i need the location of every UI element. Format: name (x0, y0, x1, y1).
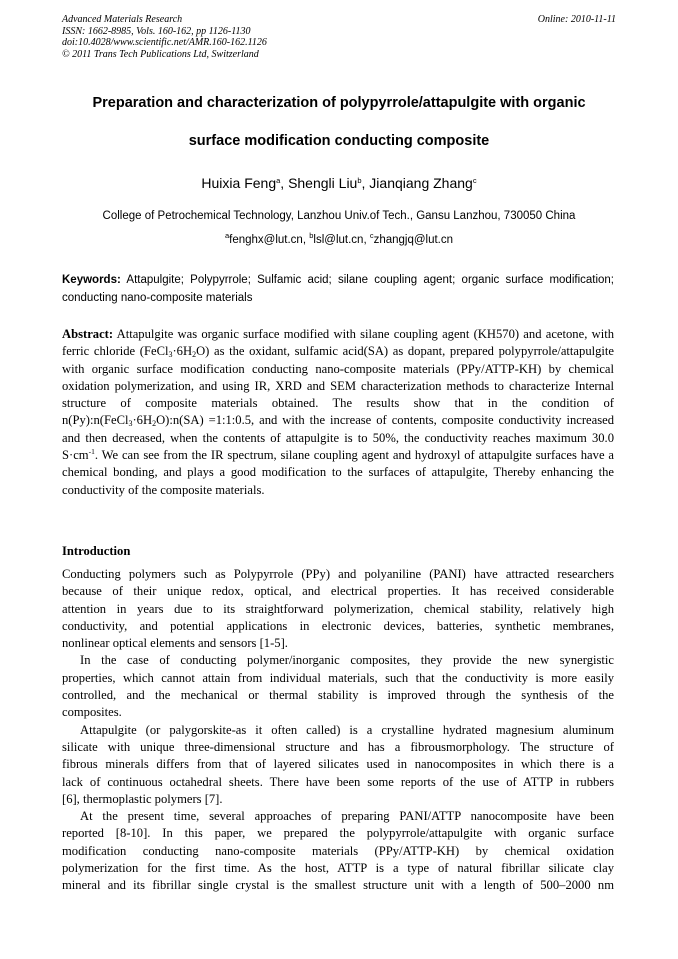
paragraph (62, 566, 614, 652)
text-line: In the case of conducting polymer/inorganic composites, they provide the new synergistic (80, 653, 614, 668)
paper-title-line-1: Preparation and characterization of polypyrrole/attapulgite with organic (92, 95, 586, 111)
text-line: nonlinear optical elements and sensors [1-5]. (62, 636, 288, 651)
author-affiliation-mark: a (276, 176, 281, 185)
abstract-text: O) as the oxidant, sulfamic acid(SA) as dopant, prepared polypyrrole/attapulgite with organic surface modification conducting nano-composite materials (PPy/ATTP-KH) by chemical oxidation polymerization, and using IR, XRD and SEM characterization methods to characterize Internal structure of composite materials obtained. The results show that in the condition of n(Py):n(FeCl (62, 344, 614, 428)
abstract-label: Abstract: (62, 327, 114, 341)
abstract-text: ·6H (132, 413, 153, 428)
text-line: properties, which cannot attain from individual materials, such that the conductivity is more easily (62, 670, 614, 685)
journal-header (62, 14, 616, 60)
text-line: At the present time, several approaches of preparing PANI/ATTP nanocomposite have been (80, 809, 614, 824)
abstract-section (62, 326, 614, 499)
email-list (0, 231, 678, 246)
abstract-text: . We can see from the IR spectrum, silane coupling agent and hydroxyl of attapulgite surfaces have a chemical bonding, and plays a good modification to the surfaces of attapulgite, Thereby enhancing the conductivity of the composite materials. (62, 448, 614, 497)
keywords-section (62, 271, 614, 307)
text-line: reported [8-10]. In this paper, we prepared the polypyrrole/attapulgite with organic surface (62, 826, 614, 841)
text-line: silicate with unique three-dimensional structure and has a fibrousmorphology. The structure of (62, 739, 614, 754)
abstract-text: Attapulgite was organic surface modified with silane coupling agent (KH570) and acetone, with ferric chloride (FeCl (62, 327, 614, 359)
author-affiliation-mark: b (357, 176, 362, 185)
affiliation: College of Petrochemical Technology, Lanzhou Univ.of Tech., Gansu Lanzhou, 730050 China (102, 210, 576, 222)
text-line: modification conducting nano-composite materials (PPy/ATTP-KH) by chemical oxidation (62, 843, 614, 858)
text-line: fibrous minerals differs from that of layered silicates used in nanocomposites in which there is a (62, 757, 614, 772)
text-line: lack of continuous octahedral sheets. There have been some reports of the use of ATTP in rubbers (62, 774, 614, 789)
paragraph (62, 808, 614, 894)
text-line: attention in years due to its straightforward polymerization, chemical stability, relatively high (62, 601, 614, 616)
superscript: -1 (88, 447, 95, 457)
keywords-label: Keywords: (62, 274, 121, 286)
journal-name: Advanced Materials Research (62, 14, 183, 25)
online-date: Online: 2010-11-11 (537, 14, 616, 25)
paper-title-line-2: surface modification conducting composite (188, 133, 490, 149)
copyright-line: © 2011 Trans Tech Publications Ltd, Switzerland (62, 48, 259, 60)
email-separator: , (363, 234, 370, 246)
text-line: Attapulgite (or palygorskite-as it often called) is a crystalline hydrated magnesium aluminum (80, 722, 614, 737)
email-mark: b (309, 231, 314, 240)
author-separator: , (361, 175, 370, 191)
author-list (0, 175, 678, 191)
text-line: mineral and its fibrillar single crystal is the smallest structure unit with a length of 500–2000 nm (62, 878, 614, 893)
keywords-text: Attapulgite; Polypyrrole; Sulfamic acid; silane coupling agent; organic surface modification; conducting nano-composite materials (62, 274, 615, 304)
text-line: because of their unique redox, optical, and electrical properties. It has received considerable (62, 584, 614, 599)
email-separator: , (302, 234, 310, 246)
paragraph (62, 652, 614, 721)
subscript: 3 (128, 419, 133, 429)
author-affiliation-mark: c (472, 176, 477, 185)
doi-line: doi:10.4028/www.scientific.net/AMR.160-162.1126 (62, 37, 267, 48)
author-separator: , (280, 175, 289, 191)
abstract-text: ·6H (172, 344, 193, 359)
text-line: controlled, and the mechanical or thermal stability is improved through the synthesis of the (62, 688, 614, 703)
author-name: Jianqiang Zhang (369, 175, 473, 191)
subscript: 2 (192, 350, 197, 360)
email-mark: a (224, 231, 230, 240)
text-line: conductivity, and potential applications in electronic devices, batteries, synthetic membranes, (62, 618, 614, 633)
text-line: composites. (62, 705, 122, 720)
introduction-heading: Introduction (62, 544, 131, 558)
email-address: fenghx@lut.cn (229, 234, 303, 246)
subscript: 3 (168, 350, 173, 360)
text-line: [6], thermoplastic polymers [7]. (62, 791, 223, 806)
email-address: lsl@lut.cn (313, 234, 364, 246)
issn-line: ISSN: 1662-8985, Vols. 160-162, pp 1126-1130 (62, 25, 251, 37)
text-line: Conducting polymers such as Polypyrrole (PPy) and polyaniline (PANI) have attracted researchers (62, 567, 614, 581)
subscript: 2 (152, 419, 157, 429)
paragraph (62, 722, 614, 808)
author-name: Huixia Feng (201, 175, 277, 191)
email-mark: c (369, 231, 374, 240)
author-name: Shengli Liu (288, 175, 358, 191)
abstract-text: O):n(SA) =1:1:0.5, and with the increase of contents, composite conductivity increased and then decreased, when the contents of attapulgite is to 50%, the conductivity reaches maximum 30.0 S·cm (62, 413, 614, 463)
text-line: polymerization for the first time. As the host, ATTP is a type of natural fibrillar silicate clay (62, 861, 614, 876)
email-address: zhangjq@lut.cn (373, 234, 454, 246)
introduction-body (62, 566, 614, 895)
